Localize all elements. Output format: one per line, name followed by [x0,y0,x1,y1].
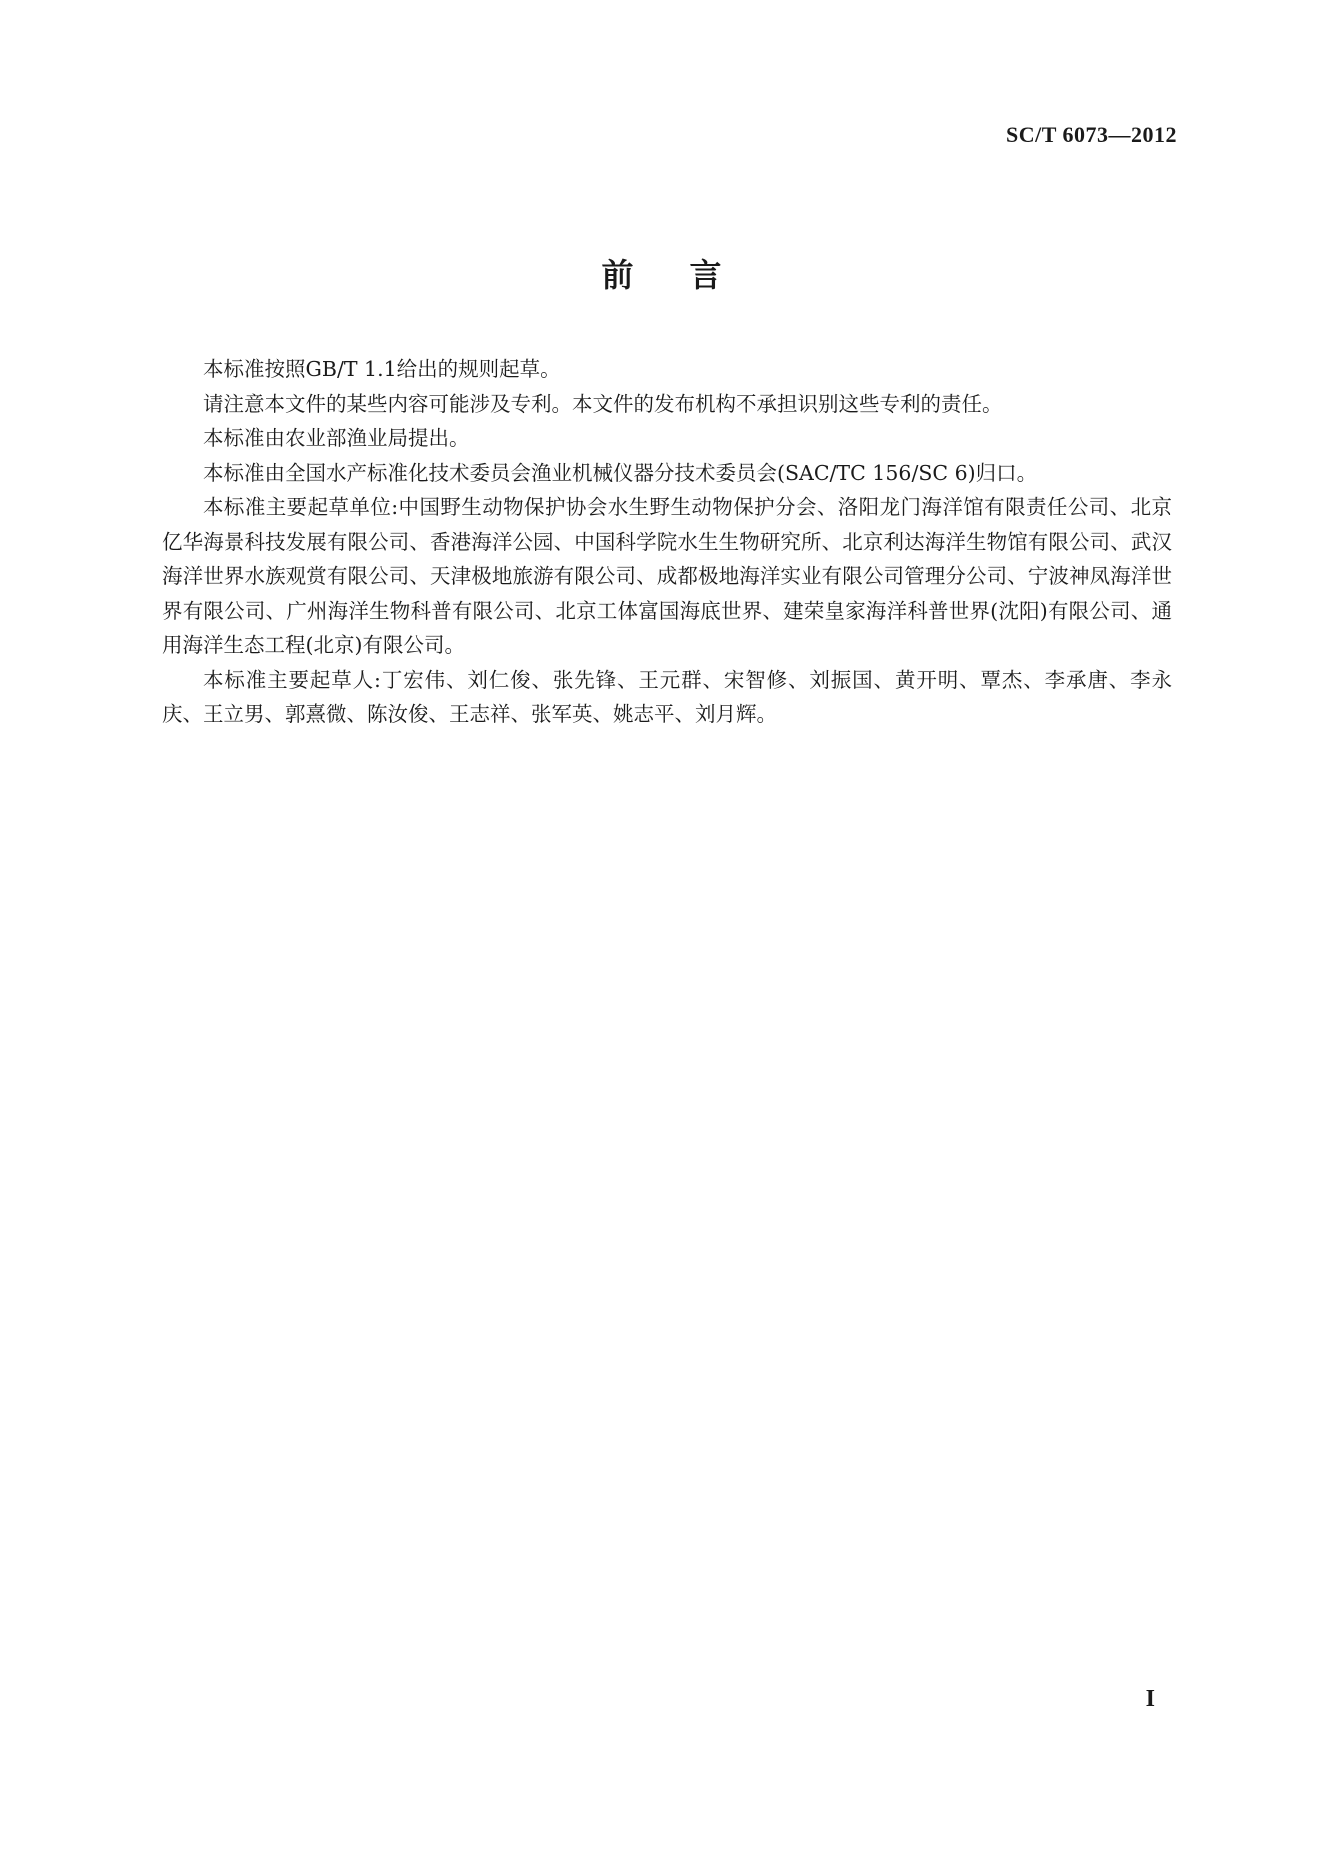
paragraph-drafters: 本标准主要起草人:丁宏伟、刘仁俊、张先锋、王元群、宋智修、刘振国、黄开明、覃杰、李承唐、李永庆、王立男、郭熹微、陈汝俊、王志祥、张军英、姚志平、刘月辉。 [162,667,1172,726]
page-number: I [1145,1686,1155,1712]
paragraph-drafting-organizations: 本标准主要起草单位:中国野生动物保护协会水生野生动物保护分会、洛阳龙门海洋馆有限责任公司、北京亿华海景科技发展有限公司、香港海洋公园、中国科学院水生生物研究所、北京利达海洋生物馆有限公司、武汉海洋世界水族观赏有限公司、天津极地旅游有限公司、成都极地海洋实业有限公司管理分公司、宁波神凤海洋世界有限公司、广州海洋生物科普有限公司、北京工体富国海底世界、建荣皇家海洋科普世界(沈阳)有限公司、通用海洋生态工程(北京)有限公司。 [162,495,1172,657]
paragraph-patent-notice: 请注意本文件的某些内容可能涉及专利。本文件的发布机构不承担识别这些专利的责任。 [203,391,1003,416]
paragraph-proposed-by: 本标准由农业部渔业局提出。 [203,426,470,450]
paragraph-drafting-rules: 本标准按照GB/T 1.1给出的规则起草。 [203,357,561,381]
foreword-body [162,352,1172,732]
paragraph-technical-committee: 本标准由全国水产标准化技术委员会渔业机械仪器分技术委员会(SAC/TC 156/SC 6)归口。 [203,460,1038,485]
document-code: SC/T 6073—2012 [1005,122,1177,147]
foreword-title: 前言 [601,256,778,294]
